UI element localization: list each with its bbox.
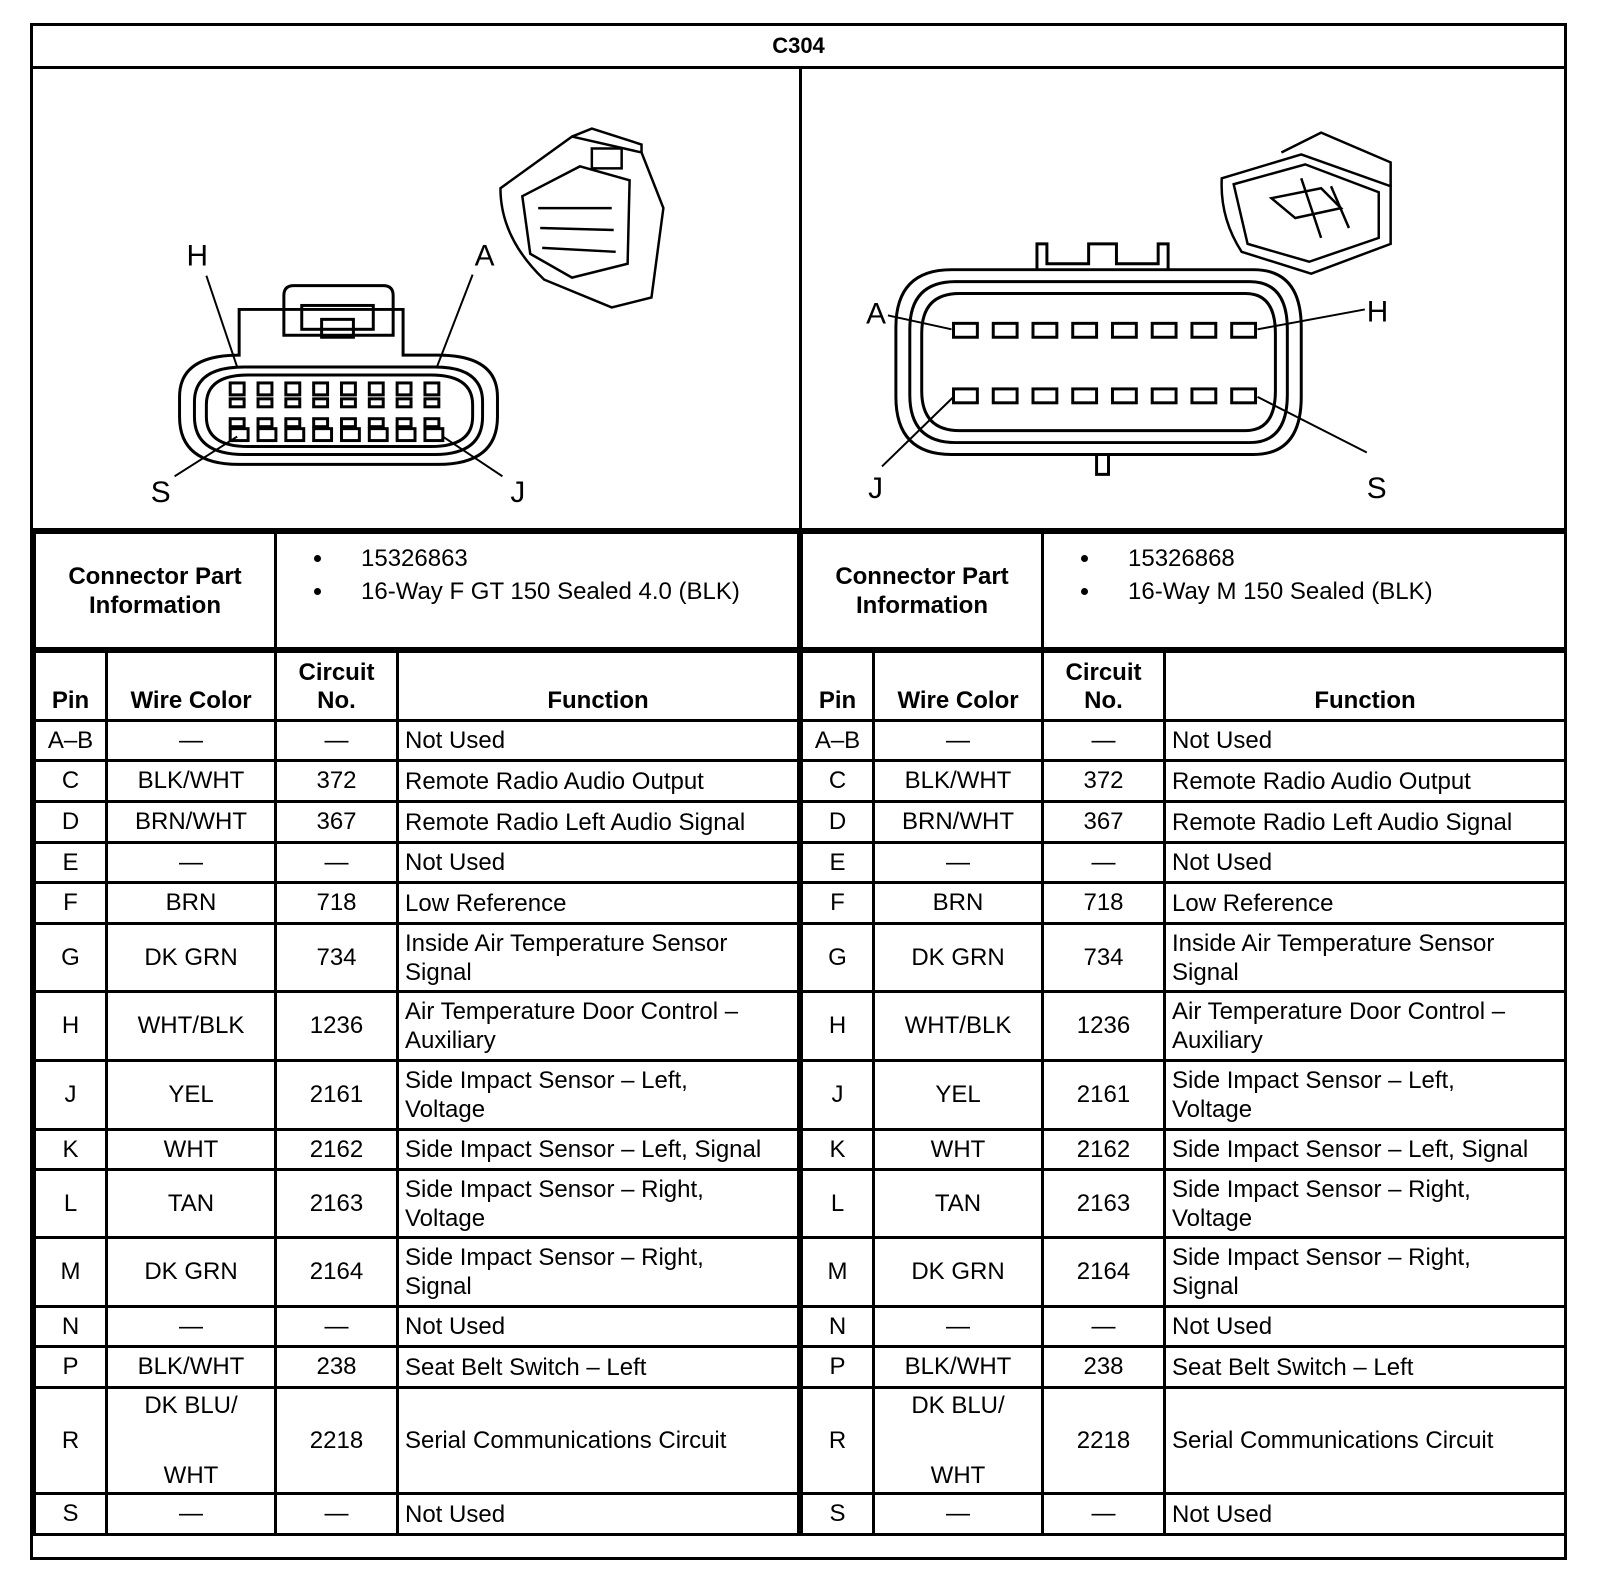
- table-row: [35, 1307, 799, 1347]
- part-number: • 15326863: [335, 542, 797, 575]
- wire-color-cell: —: [874, 843, 1043, 883]
- male-pin-table: [800, 650, 1567, 1536]
- pin-cell: F: [35, 883, 107, 924]
- pin-cell: R: [35, 1388, 107, 1494]
- table-row: [802, 1238, 1566, 1307]
- wire-color-cell: DK GRN: [107, 924, 276, 992]
- circuit-cell: 367: [1043, 802, 1165, 843]
- table-row: [35, 992, 799, 1061]
- wire-color-cell: DK GRN: [107, 1238, 276, 1307]
- pin-cell: A–B: [35, 721, 107, 761]
- pin-cell: S: [802, 1494, 874, 1535]
- circuit-header: Circuit No.: [276, 652, 398, 721]
- function-header: Function: [1165, 652, 1566, 721]
- circuit-cell: —: [276, 1307, 398, 1347]
- male-housing-outline: [896, 270, 1301, 455]
- function-cell: Remote Radio Audio Output: [1165, 761, 1566, 802]
- circuit-cell: 2164: [276, 1238, 398, 1307]
- pin-cell: E: [35, 843, 107, 883]
- table-row: [35, 761, 799, 802]
- connector-part-info-label: Connector Part Information: [802, 533, 1043, 649]
- circuit-cell: 367: [276, 802, 398, 843]
- function-cell: Not Used: [1165, 1307, 1566, 1347]
- circuit-cell: 1236: [1043, 992, 1165, 1061]
- female-connector-iso-icon: [500, 129, 663, 308]
- wire-color-cell: BRN/WHT: [107, 802, 276, 843]
- circuit-cell: —: [1043, 721, 1165, 761]
- part-description: • 16-Way M 150 Sealed (BLK): [1102, 575, 1564, 608]
- circuit-cell: 2218: [276, 1388, 398, 1494]
- pin-cell: L: [35, 1170, 107, 1238]
- pin-cell: A–B: [802, 721, 874, 761]
- wire-color-cell: DK BLU/ WHT: [107, 1388, 276, 1494]
- female-pin-label-h: H: [186, 239, 209, 273]
- wire-color-cell: DK GRN: [874, 924, 1043, 992]
- female-pinout: [33, 531, 800, 1536]
- wire-color-cell: WHT: [107, 1130, 276, 1170]
- circuit-cell: —: [276, 1494, 398, 1535]
- table-row: [35, 1170, 799, 1238]
- function-cell: Not Used: [1165, 843, 1566, 883]
- circuit-cell: 734: [276, 924, 398, 992]
- function-cell: Seat Belt Switch – Left: [398, 1347, 799, 1388]
- circuit-cell: —: [1043, 1494, 1165, 1535]
- table-row: [35, 721, 799, 761]
- pin-cell: F: [802, 883, 874, 924]
- pin-cell: P: [35, 1347, 107, 1388]
- wire-color-cell: DK GRN: [874, 1238, 1043, 1307]
- pin-cell: P: [802, 1347, 874, 1388]
- pin-cell: C: [35, 761, 107, 802]
- circuit-cell: 718: [1043, 883, 1165, 924]
- wire-color-cell: DK BLU/ WHT: [874, 1388, 1043, 1494]
- pin-cell: G: [802, 924, 874, 992]
- wire-color-cell: BLK/WHT: [874, 1347, 1043, 1388]
- table-row: [802, 721, 1566, 761]
- table-row: [35, 1347, 799, 1388]
- pin-cell: K: [802, 1130, 874, 1170]
- connector-sheet: [30, 23, 1567, 1560]
- function-cell: Side Impact Sensor – Right, Signal: [398, 1238, 799, 1307]
- circuit-cell: 2161: [276, 1061, 398, 1130]
- connector-part-info: [276, 533, 799, 649]
- circuit-cell: 372: [276, 761, 398, 802]
- pin-header: Pin: [802, 652, 874, 721]
- function-cell: Low Reference: [1165, 883, 1566, 924]
- circuit-cell: 238: [1043, 1347, 1165, 1388]
- female-pin-label-a: A: [474, 239, 495, 273]
- circuit-cell: —: [1043, 1307, 1165, 1347]
- table-row: [35, 1238, 799, 1307]
- table-row: [802, 761, 1566, 802]
- male-connector-diagram: [802, 69, 1568, 528]
- function-cell: Not Used: [398, 721, 799, 761]
- male-pinout: [800, 531, 1567, 1536]
- table-row: [35, 802, 799, 843]
- table-row: [802, 802, 1566, 843]
- circuit-cell: 1236: [276, 992, 398, 1061]
- table-row: [802, 1347, 1566, 1388]
- wire-color-cell: —: [107, 1494, 276, 1535]
- function-cell: Side Impact Sensor – Right, Voltage: [398, 1170, 799, 1238]
- part-number: • 15326868: [1102, 542, 1564, 575]
- male-pin-label-a: A: [866, 297, 886, 331]
- table-row: [802, 1494, 1566, 1535]
- pin-cell: R: [802, 1388, 874, 1494]
- pin-cell: N: [35, 1307, 107, 1347]
- connector-part-info-label: Connector Part Information: [35, 533, 276, 649]
- wire-color-cell: WHT/BLK: [874, 992, 1043, 1061]
- wire-color-cell: BLK/WHT: [107, 1347, 276, 1388]
- function-cell: Air Temperature Door Control – Auxiliary: [398, 992, 799, 1061]
- table-row: [35, 1130, 799, 1170]
- function-cell: Inside Air Temperature Sensor Signal: [1165, 924, 1566, 992]
- wire-color-cell: YEL: [107, 1061, 276, 1130]
- function-cell: Not Used: [398, 1307, 799, 1347]
- function-cell: Seat Belt Switch – Left: [1165, 1347, 1566, 1388]
- circuit-cell: 718: [276, 883, 398, 924]
- pin-cell: N: [802, 1307, 874, 1347]
- female-pin-label-j: J: [510, 476, 526, 510]
- circuit-cell: 2161: [1043, 1061, 1165, 1130]
- circuit-cell: —: [276, 721, 398, 761]
- wire-color-cell: BRN: [874, 883, 1043, 924]
- wire-color-cell: BLK/WHT: [874, 761, 1043, 802]
- circuit-cell: 2162: [276, 1130, 398, 1170]
- female-pin-label-s: S: [150, 476, 171, 510]
- function-cell: Side Impact Sensor – Left, Signal: [398, 1130, 799, 1170]
- pin-cell: K: [35, 1130, 107, 1170]
- table-row: [35, 1061, 799, 1130]
- circuit-cell: 2163: [276, 1170, 398, 1238]
- circuit-header: Circuit No.: [1043, 652, 1165, 721]
- female-pin-table: [33, 650, 800, 1536]
- circuit-cell: —: [276, 843, 398, 883]
- table-row: [802, 1307, 1566, 1347]
- function-cell: Inside Air Temperature Sensor Signal: [398, 924, 799, 992]
- connector-diagrams: [33, 69, 1564, 531]
- function-cell: Side Impact Sensor – Right, Signal: [1165, 1238, 1566, 1307]
- function-cell: Remote Radio Left Audio Signal: [1165, 802, 1566, 843]
- wire-color-cell: —: [874, 1307, 1043, 1347]
- wire-color-cell: —: [107, 843, 276, 883]
- function-cell: Serial Communications Circuit: [398, 1388, 799, 1494]
- pin-cell: H: [802, 992, 874, 1061]
- circuit-cell: 372: [1043, 761, 1165, 802]
- table-row: [35, 843, 799, 883]
- male-pin-label-j: J: [868, 472, 883, 506]
- pin-cell: H: [35, 992, 107, 1061]
- function-cell: Low Reference: [398, 883, 799, 924]
- pin-cell: C: [802, 761, 874, 802]
- wire-color-cell: —: [107, 1307, 276, 1347]
- function-cell: Air Temperature Door Control – Auxiliary: [1165, 992, 1566, 1061]
- wire-color-cell: BRN/WHT: [874, 802, 1043, 843]
- function-cell: Remote Radio Left Audio Signal: [398, 802, 799, 843]
- table-row: [802, 924, 1566, 992]
- table-row: [802, 883, 1566, 924]
- wire-color-cell: BRN: [107, 883, 276, 924]
- part-description: • 16-Way F GT 150 Sealed 4.0 (BLK): [335, 575, 797, 608]
- function-cell: Side Impact Sensor – Right, Voltage: [1165, 1170, 1566, 1238]
- connector-part-info: [1043, 533, 1566, 649]
- wire-color-header: Wire Color: [107, 652, 276, 721]
- pin-cell: E: [802, 843, 874, 883]
- table-row: [35, 883, 799, 924]
- male-info-table: [800, 531, 1567, 650]
- wire-color-cell: TAN: [107, 1170, 276, 1238]
- wire-color-cell: WHT/BLK: [107, 992, 276, 1061]
- circuit-cell: —: [1043, 843, 1165, 883]
- table-row: [35, 924, 799, 992]
- wire-color-cell: YEL: [874, 1061, 1043, 1130]
- pin-cell: D: [35, 802, 107, 843]
- pin-cell: S: [35, 1494, 107, 1535]
- female-info-table: [33, 531, 800, 650]
- circuit-cell: 2162: [1043, 1130, 1165, 1170]
- circuit-cell: 238: [276, 1347, 398, 1388]
- pin-cell: L: [802, 1170, 874, 1238]
- table-row: [35, 1388, 799, 1494]
- wire-color-cell: —: [874, 721, 1043, 761]
- wire-color-cell: BLK/WHT: [107, 761, 276, 802]
- circuit-cell: 2163: [1043, 1170, 1165, 1238]
- function-header: Function: [398, 652, 799, 721]
- wire-color-cell: —: [874, 1494, 1043, 1535]
- table-row: [802, 1061, 1566, 1130]
- table-row: [802, 1130, 1566, 1170]
- pin-cell: M: [35, 1238, 107, 1307]
- function-cell: Remote Radio Audio Output: [398, 761, 799, 802]
- male-connector-iso-icon: [1222, 133, 1391, 274]
- pin-cell: G: [35, 924, 107, 992]
- pin-cell: J: [802, 1061, 874, 1130]
- pin-cell: M: [802, 1238, 874, 1307]
- wire-color-cell: —: [107, 721, 276, 761]
- table-row: [802, 1388, 1566, 1494]
- female-connector-diagram: [33, 69, 799, 528]
- function-cell: Not Used: [398, 843, 799, 883]
- male-pin-label-h: H: [1366, 295, 1389, 329]
- wire-color-header: Wire Color: [874, 652, 1043, 721]
- wire-color-cell: TAN: [874, 1170, 1043, 1238]
- pin-cell: J: [35, 1061, 107, 1130]
- function-cell: Serial Communications Circuit: [1165, 1388, 1566, 1494]
- circuit-cell: 2164: [1043, 1238, 1165, 1307]
- function-cell: Side Impact Sensor – Left, Signal: [1165, 1130, 1566, 1170]
- function-cell: Not Used: [1165, 1494, 1566, 1535]
- table-row: [802, 1170, 1566, 1238]
- pin-cell: D: [802, 802, 874, 843]
- male-pin-label-s: S: [1366, 472, 1387, 506]
- table-row: [802, 843, 1566, 883]
- connector-title: C304: [33, 26, 1564, 69]
- pin-header: Pin: [35, 652, 107, 721]
- table-row: [35, 1494, 799, 1535]
- table-row: [802, 992, 1566, 1061]
- function-cell: Not Used: [398, 1494, 799, 1535]
- wire-color-cell: WHT: [874, 1130, 1043, 1170]
- circuit-cell: 734: [1043, 924, 1165, 992]
- circuit-cell: 2218: [1043, 1388, 1165, 1494]
- function-cell: Side Impact Sensor – Left, Voltage: [1165, 1061, 1566, 1130]
- function-cell: Not Used: [1165, 721, 1566, 761]
- function-cell: Side Impact Sensor – Left, Voltage: [398, 1061, 799, 1130]
